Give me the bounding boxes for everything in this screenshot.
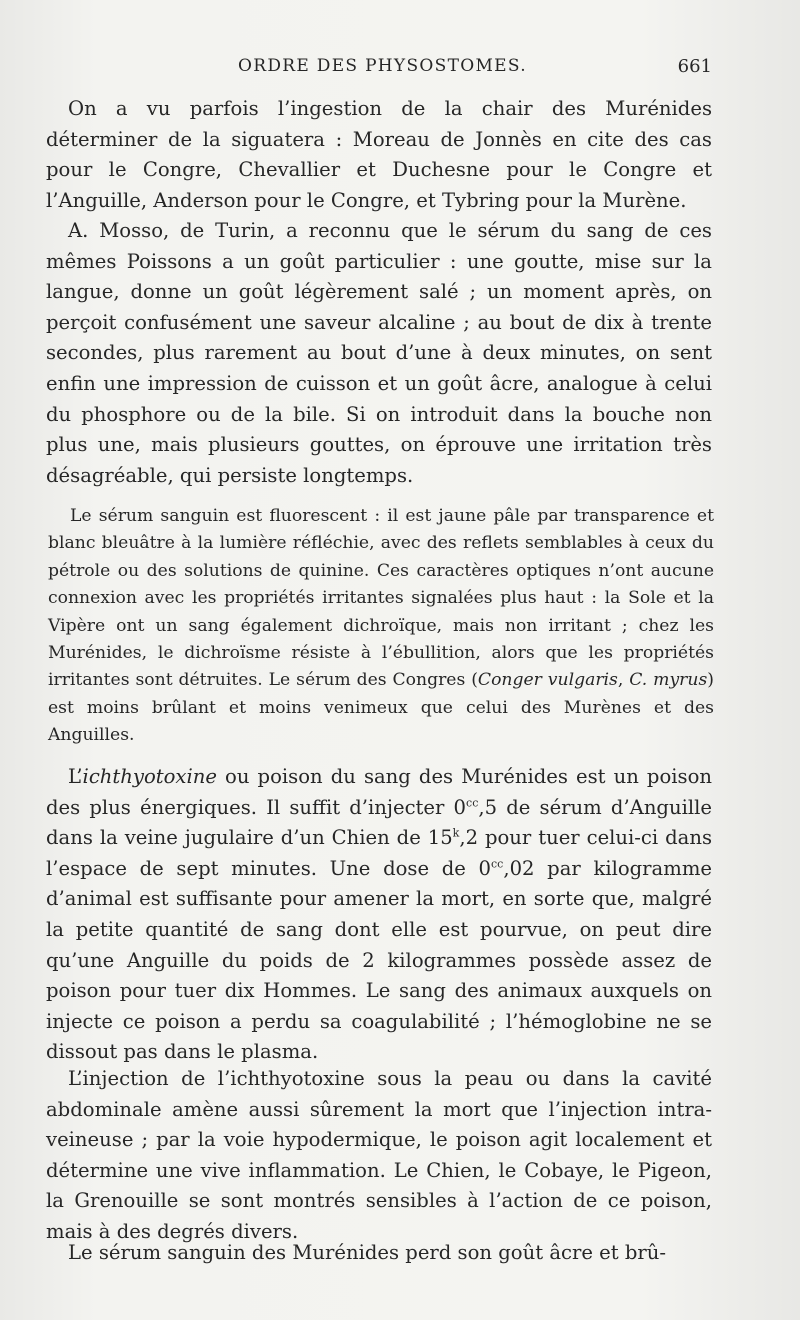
paragraph-injection: L’injection de l’ichthyotoxine sous la peau ou dans la cavité abdominale amène aussi sûrement la mort que l’injection intra-veineuse ; par la voie hypodermique, le poison agit localement et détermine une vive inflammation. Le Chien, le Cobaye, le Pigeon, la Grenouille se sont montrés sensibles à l’action de ce poison, mais à des degrés divers.: [46, 1067, 712, 1243]
text-run: ,: [617, 670, 630, 691]
text-run: Le sérum sanguin est fluorescent : il est jaune pâle par transparence et blanc bleuâtre à la lumière réfléchie, avec des reflets semblables à ceux du pétrole ou des solutions de quinine. Ces caractères optiques n’ont aucune connexion avec les propriétés irritantes signalées plus haut : la Sole et la Vipère ont un sang également dichroïque, mais non irritant ; chez les Murénides, le dichroïsme résiste à l’ébullition, alors que les propriétés irritantes sont détruites. Le sérum des Congres (: [48, 506, 714, 691]
text-run: ) est moins brûlant et moins venimeux que celui des Murènes et des Anguilles.: [48, 670, 714, 746]
text-run: ,2 pour tuer celui-ci dans l’espace de sept minutes. Une dose de 0: [46, 826, 712, 880]
paragraph-siguatera: On a vu parfois l’ingestion de la chair des Murénides déterminer de la siguatera : Moreau de Jonnès en cite des cas pour le Congre, Chevallier et Duchesne pour le Congre et l’Anguille, Anderson pour le Congre, et Tybring pour la Murène.: [46, 97, 712, 212]
paragraph-ichthyotoxine: [46, 762, 712, 1068]
term-ichthyotoxine: ichthyotoxine: [82, 765, 217, 788]
text-run: ,5 de sérum d’Anguille dans la veine jugulaire d’un Chien de 15: [46, 795, 712, 850]
species-name: C. myrus: [629, 670, 708, 691]
text-run: ou poison du sang des Murénides est un poison des plus énergiques. Il suffit d’injecter 0: [46, 765, 712, 819]
page-number: 661: [677, 56, 712, 77]
unit-superscript: k: [452, 826, 460, 840]
species-name: Conger vulgaris: [477, 670, 618, 691]
paragraph-serum-fluorescence: [48, 503, 714, 750]
unit-superscript: cc: [466, 796, 479, 810]
text-run: L’: [68, 765, 83, 788]
running-title: ORDRE DES PHYSOSTOMES.: [238, 56, 527, 76]
unit-superscript: cc: [491, 857, 504, 871]
paragraph-mosso-serum-taste: A. Mosso, de Turin, a reconnu que le sérum du sang de ces mêmes Poissons a un goût particulier : une goutte, mise sur la langue, donne un goût légèrement salé ; un moment après, on perçoit confusément une saveur alcaline ; au bout de dix à trente secondes, plus rarement au bout d’une à deux minutes, on sent enfin une impression de cuisson et un goût âcre, analogue à celui du phosphore ou de la bile. Si on introduit dans la bouche non plus une, mais plusieurs gouttes, on éprouve une irritation très désagréable, qui persiste longtemps.: [46, 219, 712, 487]
running-header: [48, 56, 712, 84]
text-run: ,02 par kilogramme d’animal est suffisante pour amener la mort, en sorte que, malgré la petite quantité de sang dont elle est pourvue, on peut dire qu’une Anguille du poids de 2 kilogrammes possède assez de poison pour tuer dix Hommes. Le sang des animaux auxquels on injecte ce poison a perdu sa coagulabilité ; l’hémoglobine ne se dissout pas dans le plasma.: [46, 856, 712, 1064]
paragraph-continued: Le sérum sanguin des Murénides perd son goût âcre et brû-: [68, 1241, 667, 1264]
